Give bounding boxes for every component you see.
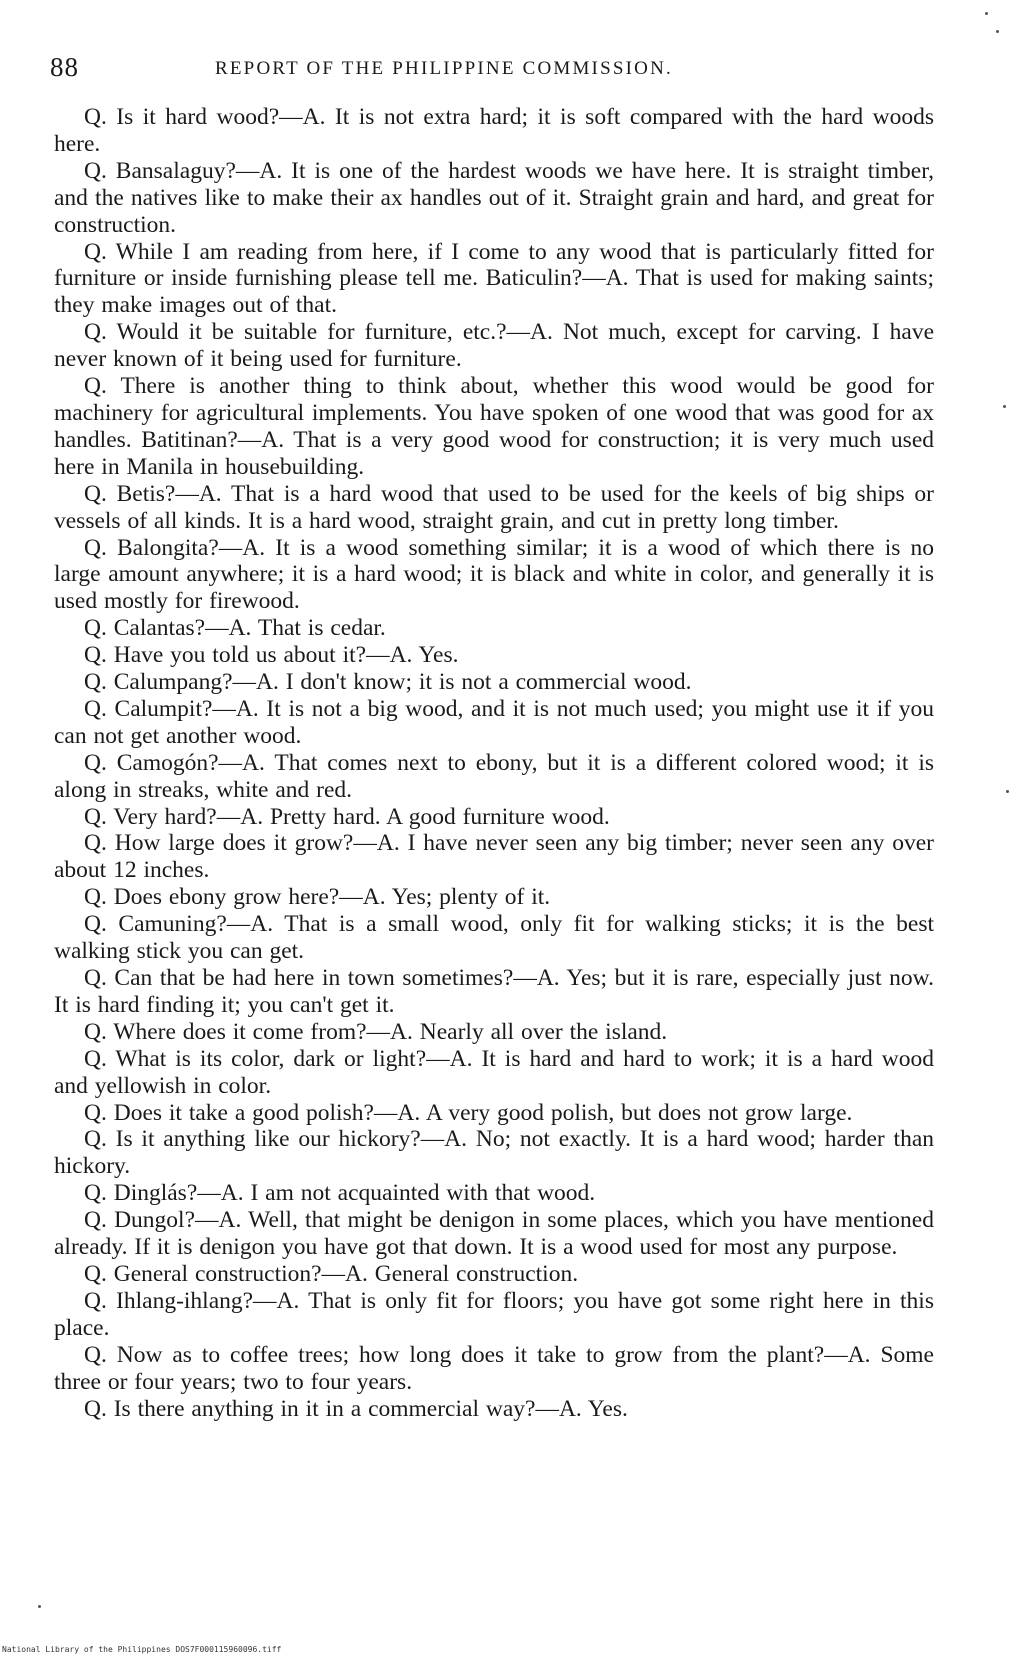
paragraph: Q. How large does it grow?—A. I have never seen any big timber; never seen any over about 12 inches. xyxy=(54,830,934,884)
paragraph: Q. Does ebony grow here?—A. Yes; plenty of it. xyxy=(84,884,551,911)
paragraph: Q. Calantas?—A. That is cedar. xyxy=(84,615,386,642)
paragraph: Q. Would it be suitable for furniture, etc.?—A. Not much, except for carving. I have never known of it being used for furniture. xyxy=(54,319,934,373)
paragraph: Q. Is it anything like our hickory?—A. No; not exactly. It is a hard wood; harder than hickory. xyxy=(54,1126,934,1180)
paragraph: Q. Does it take a good polish?—A. A very good polish, but does not grow large. xyxy=(84,1099,853,1126)
paragraph: Q. Is it hard wood?—A. It is not extra hard; it is soft compared with the hard woods here. xyxy=(54,104,934,157)
scan-speck xyxy=(38,1605,41,1608)
page-number: 88 xyxy=(50,52,79,82)
scan-speck xyxy=(985,12,988,15)
paragraph: Q. Camogón?—A. That comes next to ebony, but it is a different colored wood; it is along in streaks, white and red. xyxy=(54,749,934,803)
paragraph: Q. While I am reading from here, if I come to any wood that is particularly fitted for furniture or inside furnishing please tell me. Baticulin?—A. That is used for making saints; they make images out of that. xyxy=(54,238,934,319)
scan-speck xyxy=(1006,790,1009,793)
paragraph: Q. Ihlang-ihlang?—A. That is only fit for floors; you have got some right here in this place. xyxy=(54,1287,934,1341)
paragraph: Q. There is another thing to think about, whether this wood would be good for machinery for agricultural implements. You have spoken of one wood that was good for ax handles. Batitinan?—A. That is a very good wood for construction; it is very much used here in Manila in housebuilding. xyxy=(54,373,934,480)
scan-speck xyxy=(1003,405,1006,408)
paragraph: Q. Balongita?—A. It is a wood something similar; it is a wood of which there is no large amount anywhere; it is a hard wood; it is black and white in color, and generally it is used mostly for firewood. xyxy=(54,534,934,615)
paragraph: Q. What is its color, dark or light?—A. It is hard and hard to work; it is a hard wood and yellowish in color. xyxy=(54,1045,934,1099)
paragraph: Q. Dinglás?—A. I am not acquainted with that wood. xyxy=(84,1180,596,1207)
paragraph: Q. Very hard?—A. Pretty hard. A good furniture wood. xyxy=(84,803,610,830)
paragraph: Q. General construction?—A. General construction. xyxy=(84,1260,579,1287)
scan-caption: National Library of the Philippines DOS7F000115960096.tiff xyxy=(2,1645,282,1654)
paragraph: Q. Have you told us about it?—A. Yes. xyxy=(84,642,459,669)
paragraph: Q. Calumpit?—A. It is not a big wood, and it is not much used; you might use it if you can not get another wood. xyxy=(54,695,934,749)
body-text xyxy=(54,104,934,1422)
paragraph: Q. Bansalaguy?—A. It is one of the hardest woods we have here. It is straight timber, and the natives like to make their ax handles out of it. Straight grain and hard, and great for construction. xyxy=(54,157,934,238)
paragraph: Q. Betis?—A. That is a hard wood that used to be used for the keels of big ships or vessels of all kinds. It is a hard wood, straight grain, and cut in pretty long timber. xyxy=(54,480,934,534)
paragraph: Q. Camuning?—A. That is a small wood, only fit for walking sticks; it is the best walking stick you can get. xyxy=(54,911,934,965)
paragraph: Q. Where does it come from?—A. Nearly all over the island. xyxy=(84,1018,668,1045)
paragraph: Q. Is there anything in it in a commercial way?—A. Yes. xyxy=(84,1395,628,1422)
page-header xyxy=(50,52,930,86)
paragraph: Q. Calumpang?—A. I don't know; it is not a commercial wood. xyxy=(84,669,692,696)
paragraph: Q. Can that be had here in town sometimes?—A. Yes; but it is rare, especially just now. It is hard finding it; you can't get it. xyxy=(54,965,934,1018)
scan-speck xyxy=(996,30,999,33)
paragraph: Q. Dungol?—A. Well, that might be denigon in some places, which you have mentioned already. If it is denigon you have got that down. It is a wood used for most any purpose. xyxy=(54,1207,934,1261)
running-title: REPORT OF THE PHILIPPINE COMMISSION. xyxy=(215,58,673,79)
paragraph: Q. Now as to coffee trees; how long does it take to grow from the plant?—A. Some three or four years; two to four years. xyxy=(54,1341,934,1395)
